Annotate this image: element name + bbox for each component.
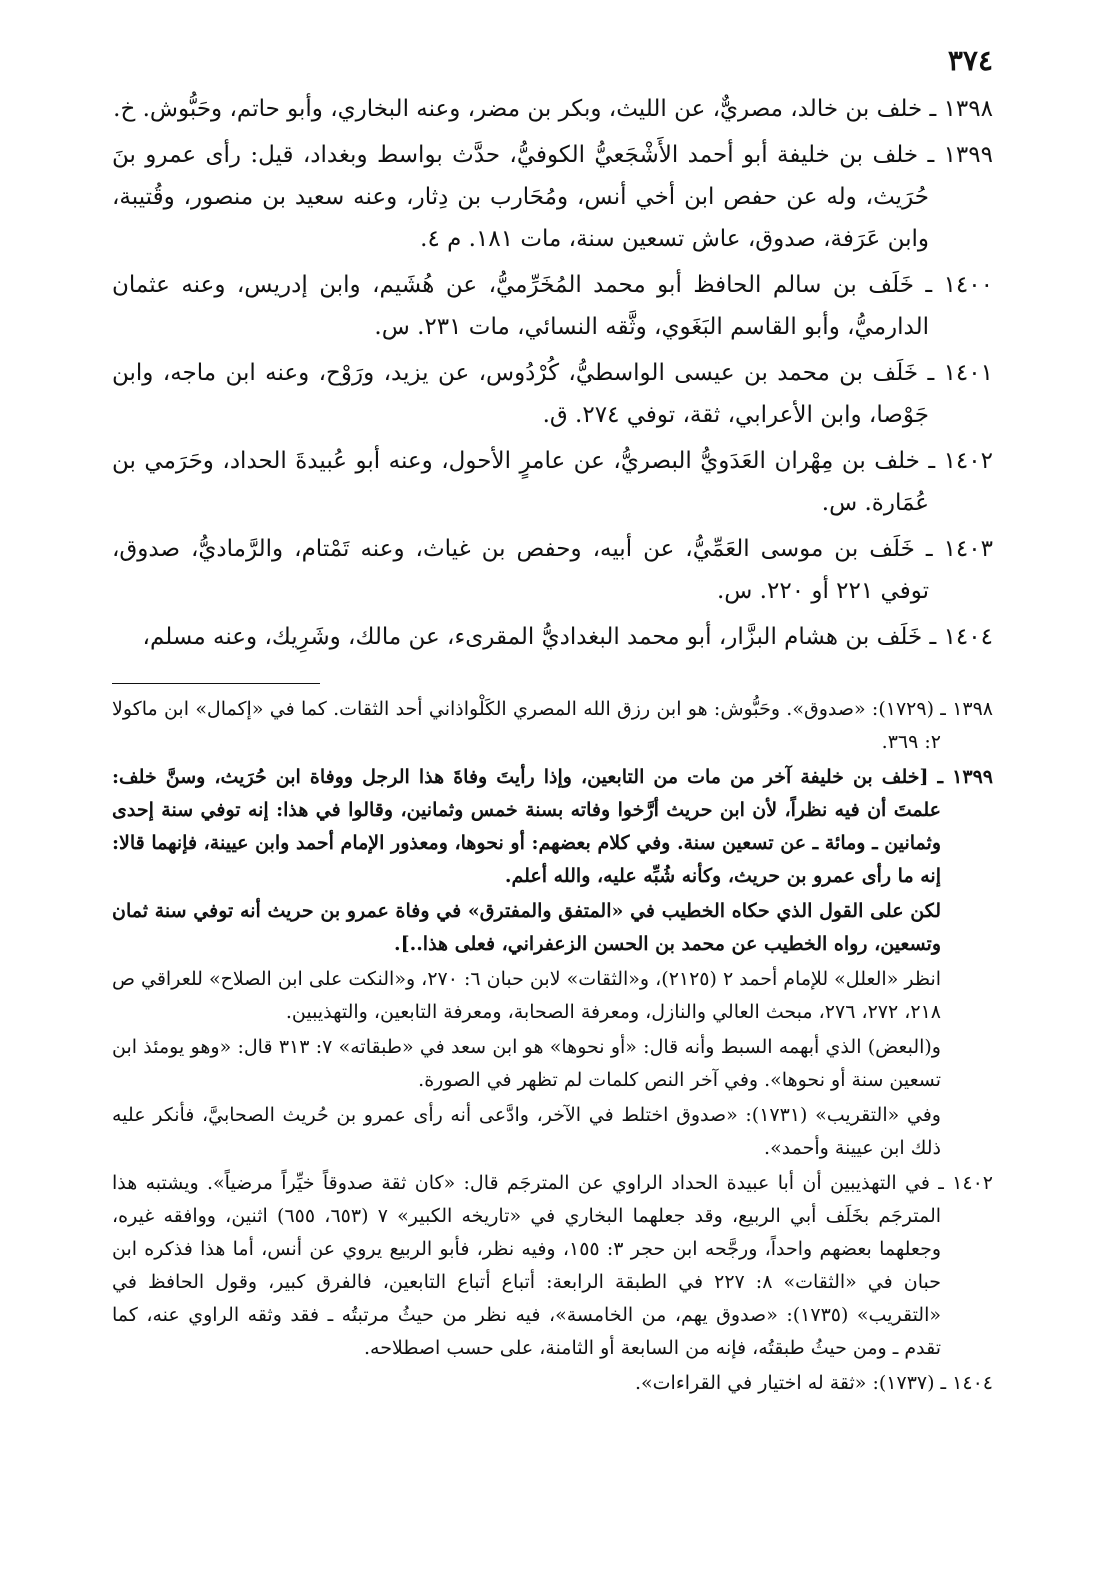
biography-entry: ١٤٠٣ ـ خَلَف بن موسى العَمِّيُّ، عن أبيه، وحفص بن غياث، وعنه تَمْتام، والرَّماديُّ، صدوق، توفي ٢٢١ أو ٢٢٠. س. — [112, 536, 993, 604]
footnote: ١٤٠٢ ـ في التهذيبين أن أبا عبيدة الحداد الراوي عن المترجَم قال: «كان ثقة صدوقاً خيِّراً مرضياً». ويشتبه هذا المترجَم بخَلَف أبي الربيع، وقد جعلهما البخاري في «تاريخه الكبير» ٧ (٦٥٣، ٦٥٥) اثنين، ووافقه غيره، وجعلهما بعضهم واحداً، ورجَّحه ابن حجر ٣: ١٥٥، وفيه نظر، فأبو الربيع يروي عن أنس، أما هذا فذكره ابن حبان في «الثقات» ٨: ٢٢٧ في الطبقة الرابعة: أتباع أتباع التابعين، فالفرق كبير، وقول الحافظ في «التقريب» (١٧٣٥): «صدوق يهم، من الخامسة»، فيه نظر من حيثُ مرتبتُه ـ فقد وثقه الراوي عنه، كما تقدم ـ ومن حيثُ طبقتُه، فإنه من السابعة أو الثامنة، على حسب اصطلاحه. — [112, 1172, 993, 1359]
footnote: ١٣٩٩ ـ [خلف بن خليفة آخر من مات من التابعين، وإذا رأيتَ وفاةَ هذا الرجل ووفاة ابن حُرَيث، وسنَّ خلف: علمتَ أن فيه نظراً، لأن ابن حريث أرَّخوا وفاته بسنة خمس وثمانين، وقالوا في هذا: إنه توفي سنة إحدى وثمانين ـ ومائة ـ عن تسعين سنة. وفي كلام بعضهم: أو نحوها، ومعذور الإمام أحمد وابن عيينة، فإنهما قالا: إنه ما رأى عمرو بن حريث، وكأنه شُبِّه عليه، والله أعلم. — [112, 766, 993, 887]
biography-entry: ١٣٩٨ ـ خلف بن خالد، مصريٌّ، عن الليث، وبكر بن مضر، وعنه البخاري، وأبو حاتم، وحَبُّوش. خ. — [113, 96, 993, 122]
footnote-paragraph: انظر «العلل» للإمام أحمد ٢ (٢١٢٥)، و«الثقات» لابن حبان ٦: ٢٧٠، و«النكت على ابن الصلاح» للعراقي ص ٢١٨، ٢٧٢، ٢٧٦، مبحث العالي والنازل، ومعرفة الصحابة، ومعرفة التابعين، والتهذيبين. — [112, 968, 942, 1023]
footnote: ١٣٩٨ ـ (١٧٢٩): «صدوق». وحَبُّوش: هو ابن رزق الله المصري الكَلْواذاني أحد الثقات. كما في «إكمال» ابن ماكولا ٢: ٣٦٩. — [112, 698, 994, 753]
footnote: ١٤٠٤ ـ (١٧٣٧): «ثقة له اختيار في القراءات». — [635, 1372, 993, 1394]
footnotes — [112, 693, 993, 1402]
biography-entry: ١٤٠٠ ـ خَلَف بن سالم الحافظ أبو محمد المُخَرِّميُّ، عن هُشَيم، وابن إدريس، وعنه عثمان الدارميُّ، وأبو القاسم البَغَوي، وثَّقه النسائي، مات ٢٣١. س. — [112, 272, 993, 340]
main-text — [112, 88, 993, 662]
footnote-divider — [112, 683, 320, 684]
biography-entry: ١٤٠٤ ـ خَلَف بن هشام البزَّار، أبو محمد البغداديُّ المقرىء، عن مالك، وشَرِيك، وعنه مسلم، — [142, 624, 993, 650]
footnote-paragraph: وفي «التقريب» (١٧٣١): «صدوق اختلط في الآخر، وادَّعى أنه رأى عمرو بن حُريث الصحابيَّ، فأنكر عليه ذلك ابن عيينة وأحمد». — [112, 1104, 941, 1159]
biography-entry: ١٣٩٩ ـ خلف بن خليفة أبو أحمد الأَشْجَعيُّ الكوفيُّ، حدَّث بواسط وبغداد، قيل: رأى عمرو بنَ حُرَيث، وله عن حفص ابن أخي أنس، ومُحَارب بن دِثار، وعنه سعيد بن منصور، وقُتيبة، وابن عَرَفة، صدوق، عاش تسعين سنة، مات ١٨١. م ٤. — [112, 142, 993, 252]
footnote-paragraph: لكن على القول الذي حكاه الخطيب في «المتفق والمفترق» في وفاة عمرو بن حريث أنه توفي سنة ثمان وتسعين، رواه الخطيب عن محمد بن الحسن الزعفراني، فعلى هذا..]. — [112, 900, 941, 955]
page-number: ٣٧٤ — [947, 44, 993, 77]
biography-entry: ١٤٠٢ ـ خلف بن مِهْران العَدَويُّ البصريُّ، عن عامرٍ الأحول، وعنه أبو عُبيدةَ الحداد، وحَرَمي بن عُمَارة. س. — [112, 448, 993, 516]
footnote-paragraph: و(البعض) الذي أبهمه السبط وأنه قال: «أو نحوها» هو ابن سعد في «طبقاته» ٧: ٣١٣ قال: «وهو يومئذ ابن تسعين سنة أو نحوها». وفي آخر النص كلمات لم تظهر في الصورة. — [112, 1036, 941, 1091]
biography-entry: ١٤٠١ ـ خَلَف بن محمد بن عيسى الواسطيُّ، كُرْدُوس، عن يزيد، ورَوْح، وعنه ابن ماجه، وابن جَوْصا، وابن الأعرابي، ثقة، توفي ٢٧٤. ق. — [112, 360, 993, 428]
